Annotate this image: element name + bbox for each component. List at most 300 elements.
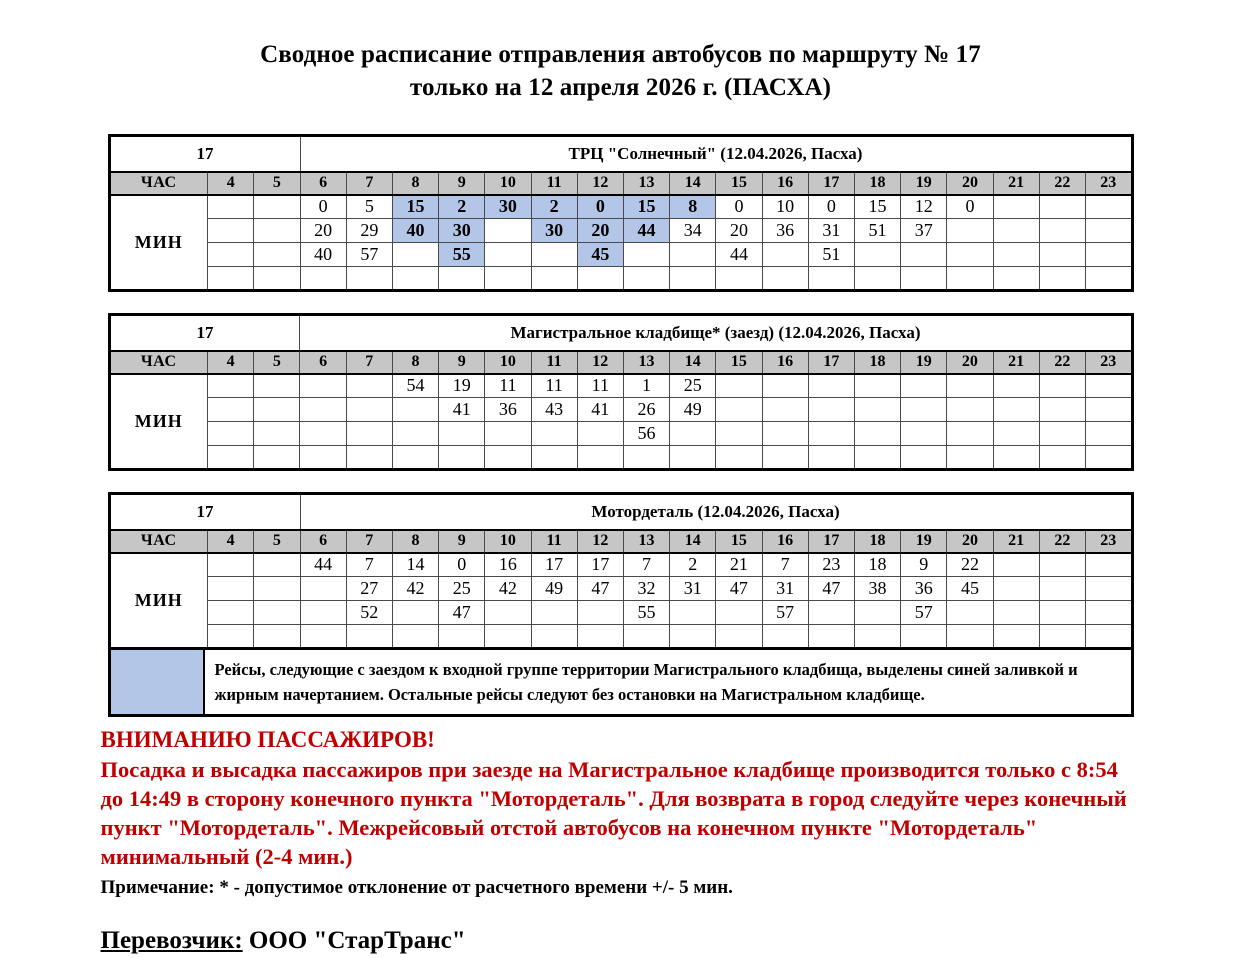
- departure-cell: [439, 267, 485, 291]
- departure-cell: [762, 446, 808, 470]
- departure-cell: [1085, 422, 1132, 446]
- carrier-label: Перевозчик:: [100, 927, 243, 954]
- table-row: [109, 243, 1132, 267]
- departure-cell: 41: [439, 398, 485, 422]
- departure-cell-cemetery-stop: 8: [670, 195, 716, 219]
- departure-cell: [993, 374, 1039, 398]
- table-row: [109, 577, 1132, 601]
- table-row: [109, 601, 1132, 625]
- departure-cell: [300, 577, 346, 601]
- departure-cell: 36: [762, 219, 808, 243]
- hour-column-header: 7: [346, 172, 392, 195]
- departure-cell: [300, 446, 346, 470]
- departure-cell: [485, 625, 531, 649]
- departure-cell: [716, 267, 762, 291]
- departure-cell: [762, 422, 808, 446]
- schedule-block-solnechny: [108, 134, 1134, 292]
- hour-column-header: 4: [208, 351, 254, 374]
- departure-cell: 11: [531, 374, 577, 398]
- route-number: 17: [109, 315, 300, 351]
- departure-cell: [623, 243, 669, 267]
- hour-column-header: 16: [762, 351, 808, 374]
- hour-column-header: 7: [346, 351, 392, 374]
- departure-cell: [392, 422, 438, 446]
- departure-cell: 52: [346, 601, 392, 625]
- departure-cell: 34: [670, 219, 716, 243]
- departure-cell: [254, 553, 300, 577]
- departure-cell: [1085, 601, 1132, 625]
- departure-cell: [577, 601, 623, 625]
- departure-cell: 49: [670, 398, 716, 422]
- departure-cell: 0: [300, 195, 346, 219]
- departure-cell: [854, 398, 900, 422]
- departure-cell: [300, 398, 346, 422]
- route-destination-title: ТРЦ "Солнечный" (12.04.2026, Пасха): [300, 136, 1132, 172]
- departure-cell-cemetery-stop: 15: [392, 195, 438, 219]
- departure-cell: [392, 601, 438, 625]
- passenger-notice: [101, 717, 1141, 957]
- departure-cell: 9: [901, 553, 947, 577]
- departure-cell: [439, 446, 485, 470]
- departure-cell: [254, 422, 300, 446]
- departure-cell: [762, 398, 808, 422]
- departure-cell: 20: [716, 219, 762, 243]
- table-row: [109, 398, 1132, 422]
- departure-cell: [577, 446, 623, 470]
- departure-cell: [392, 267, 438, 291]
- departure-cell: [1039, 625, 1085, 649]
- departure-cell: 12: [901, 195, 947, 219]
- departure-cell: [485, 267, 531, 291]
- departure-cell: [901, 625, 947, 649]
- departure-cell: 29: [346, 219, 392, 243]
- departure-cell: [670, 422, 716, 446]
- departure-cell-cemetery-stop: 15: [623, 195, 669, 219]
- hour-column-header: 19: [901, 172, 947, 195]
- departure-cell: [901, 267, 947, 291]
- departure-cell: 31: [670, 577, 716, 601]
- departure-cell-cemetery-stop: 30: [531, 219, 577, 243]
- departure-cell: [1039, 601, 1085, 625]
- departure-cell: [1085, 267, 1132, 291]
- departure-cell: [623, 446, 669, 470]
- departure-cell: [947, 267, 993, 291]
- departure-cell: [947, 601, 993, 625]
- carrier-line: [101, 903, 1141, 957]
- departure-cell-cemetery-stop: 20: [577, 219, 623, 243]
- departure-cell: 1: [623, 374, 669, 398]
- departure-cell: 17: [577, 553, 623, 577]
- hour-header-label: ЧАС: [109, 530, 208, 553]
- departure-cell: 7: [762, 553, 808, 577]
- departure-cell: [254, 601, 300, 625]
- departure-cell: 43: [531, 398, 577, 422]
- hour-column-header: 19: [901, 530, 947, 553]
- hour-column-header: 23: [1085, 530, 1132, 553]
- departure-cell: [716, 625, 762, 649]
- departure-cell: [208, 601, 254, 625]
- hour-column-header: 8: [392, 530, 438, 553]
- departure-cell: [623, 267, 669, 291]
- departure-cell: [531, 422, 577, 446]
- departure-cell: [439, 422, 485, 446]
- route-number: 17: [109, 136, 300, 172]
- departure-cell: 38: [854, 577, 900, 601]
- departure-cell: [392, 398, 438, 422]
- departure-cell: [208, 374, 254, 398]
- hour-column-header: 20: [947, 351, 993, 374]
- hour-column-header: 9: [439, 530, 485, 553]
- hour-column-header: 21: [993, 530, 1039, 553]
- departure-cell: 10: [762, 195, 808, 219]
- departure-cell: 51: [854, 219, 900, 243]
- departure-cell: [1085, 219, 1132, 243]
- departure-cell: [1039, 195, 1085, 219]
- departure-cell: [254, 219, 300, 243]
- departure-cell: [531, 243, 577, 267]
- departure-cell: [670, 601, 716, 625]
- schedule-block-motordetal: [108, 492, 1134, 650]
- departure-cell: [346, 446, 392, 470]
- departure-cell: [1039, 374, 1085, 398]
- departure-cell: [485, 601, 531, 625]
- hour-column-header: 13: [623, 530, 669, 553]
- departure-cell: [208, 243, 254, 267]
- table-row: [109, 553, 1132, 577]
- departure-cell: 27: [346, 577, 392, 601]
- departure-cell: 22: [947, 553, 993, 577]
- departure-cell: [485, 446, 531, 470]
- hour-column-header: 16: [762, 530, 808, 553]
- hour-column-header: 13: [623, 351, 669, 374]
- departure-cell: [1039, 243, 1085, 267]
- departure-cell: [1085, 577, 1132, 601]
- departure-cell: [808, 446, 854, 470]
- hour-column-header: 4: [208, 172, 254, 195]
- departure-cell-cemetery-stop: 2: [531, 195, 577, 219]
- departure-cell: [1085, 553, 1132, 577]
- departure-cell: [208, 422, 254, 446]
- hour-column-header: 14: [670, 172, 716, 195]
- departure-cell: 57: [762, 601, 808, 625]
- hour-column-header: 19: [901, 351, 947, 374]
- departure-cell: 40: [300, 243, 346, 267]
- departure-cell: 25: [670, 374, 716, 398]
- departure-cell: 0: [439, 553, 485, 577]
- departure-cell: [716, 422, 762, 446]
- hour-header-label: ЧАС: [109, 351, 208, 374]
- hour-column-header: 22: [1039, 351, 1085, 374]
- hour-column-header: 6: [300, 530, 346, 553]
- departure-cell: [808, 601, 854, 625]
- hour-column-header: 15: [716, 530, 762, 553]
- departure-cell: [947, 243, 993, 267]
- departure-cell: [993, 398, 1039, 422]
- hour-column-header: 12: [577, 530, 623, 553]
- legend-color-swatch: [111, 650, 205, 714]
- departure-cell: [346, 374, 392, 398]
- schedule-block-magistralnoe: [108, 313, 1134, 471]
- departure-cell: [716, 398, 762, 422]
- carrier-value: ООО "СтарТранс": [248, 927, 466, 954]
- departure-cell: [1039, 267, 1085, 291]
- departure-cell: [808, 267, 854, 291]
- notice-body: Посадка и высадка пассажиров при заезде на Магистральное кладбище производится только с 8:54 до 14:49 в сторону конечного пункта "Мотордеталь". Для возврата в город следуйте через конечный пункт "Мотордеталь". Межрейсовый отстой автобусов на конечном пункте "Мотордеталь" минимальный (2-4 мин.): [100, 757, 1127, 869]
- table-row: [109, 446, 1132, 470]
- departure-cell: [716, 374, 762, 398]
- departure-cell: [670, 243, 716, 267]
- departure-cell: [254, 374, 300, 398]
- departure-cell-cemetery-stop: 0: [577, 195, 623, 219]
- departure-cell: [854, 422, 900, 446]
- hour-column-header: 5: [254, 530, 300, 553]
- departure-cell: 36: [485, 398, 531, 422]
- hour-column-header: 12: [577, 172, 623, 195]
- departure-cell: [1039, 446, 1085, 470]
- page-title: [0, 0, 1241, 104]
- departure-cell: 5: [346, 195, 392, 219]
- departure-cell: [254, 267, 300, 291]
- departure-cell: 18: [854, 553, 900, 577]
- route-number: 17: [109, 494, 300, 530]
- departure-cell: [531, 267, 577, 291]
- notice-footnote: Примечание: * - допустимое отклонение от расчетного времени +/- 5 мин.: [100, 877, 733, 898]
- hour-column-header: 22: [1039, 172, 1085, 195]
- departure-cell: [1085, 374, 1132, 398]
- legend-description: Рейсы, следующие с заездом к входной группе территории Магистрального кладбища, выделены синей заливкой и жирным начертанием. Остальные рейсы следуют без остановки на Магистральном кладбище.: [214, 660, 1078, 704]
- schedule-table: [108, 492, 1134, 650]
- departure-cell: [901, 422, 947, 446]
- departure-cell: 11: [577, 374, 623, 398]
- departure-cell: [1085, 243, 1132, 267]
- departure-cell: [808, 422, 854, 446]
- hour-column-header: 17: [808, 172, 854, 195]
- departure-cell: 45: [947, 577, 993, 601]
- hour-column-header: 4: [208, 530, 254, 553]
- departure-cell: [346, 398, 392, 422]
- hour-column-header: 9: [439, 351, 485, 374]
- departure-cell: [577, 267, 623, 291]
- hour-column-header: 6: [300, 351, 346, 374]
- departure-cell: [208, 625, 254, 649]
- departure-cell: [300, 267, 346, 291]
- departure-cell: [901, 374, 947, 398]
- departure-cell: [392, 243, 438, 267]
- departure-cell: 16: [485, 553, 531, 577]
- departure-cell-cemetery-stop: 55: [439, 243, 485, 267]
- departure-cell: [901, 398, 947, 422]
- departure-cell: 37: [901, 219, 947, 243]
- departure-cell: [254, 398, 300, 422]
- departure-cell: [808, 625, 854, 649]
- table-row: [109, 422, 1132, 446]
- departure-cell: [300, 374, 346, 398]
- departure-cell: [993, 601, 1039, 625]
- departure-cell: [901, 446, 947, 470]
- departure-cell: [993, 446, 1039, 470]
- hour-column-header: 23: [1085, 172, 1132, 195]
- departure-cell: [762, 243, 808, 267]
- departure-cell: 7: [623, 553, 669, 577]
- departure-cell: [670, 267, 716, 291]
- departure-cell: [762, 267, 808, 291]
- departure-cell: [854, 243, 900, 267]
- hour-column-header: 20: [947, 172, 993, 195]
- hour-column-header: 8: [392, 351, 438, 374]
- departure-cell: 31: [808, 219, 854, 243]
- departure-cell: [993, 243, 1039, 267]
- departure-cell: 57: [346, 243, 392, 267]
- departure-cell: 47: [716, 577, 762, 601]
- hour-column-header: 8: [392, 172, 438, 195]
- departure-cell: [762, 625, 808, 649]
- hour-column-header: 22: [1039, 530, 1085, 553]
- hour-column-header: 10: [485, 530, 531, 553]
- departure-cell: 42: [392, 577, 438, 601]
- hour-column-header: 18: [854, 172, 900, 195]
- departure-cell: [1039, 398, 1085, 422]
- departure-cell: 49: [531, 577, 577, 601]
- departure-cell: [854, 374, 900, 398]
- departure-cell: [854, 625, 900, 649]
- hour-column-header: 21: [993, 172, 1039, 195]
- departure-cell: 23: [808, 553, 854, 577]
- departure-cell: [947, 625, 993, 649]
- hour-column-header: 11: [531, 351, 577, 374]
- table-row: [109, 625, 1132, 649]
- departure-cell: 44: [716, 243, 762, 267]
- departure-cell: [208, 553, 254, 577]
- departure-cell: [854, 267, 900, 291]
- departure-cell: [808, 398, 854, 422]
- departure-cell: [716, 601, 762, 625]
- departure-cell: [670, 625, 716, 649]
- departure-cell: [346, 422, 392, 446]
- hour-column-header: 16: [762, 172, 808, 195]
- table-row: [109, 267, 1132, 291]
- departure-cell: 21: [716, 553, 762, 577]
- departure-cell: 44: [300, 553, 346, 577]
- departure-cell: [208, 446, 254, 470]
- departure-cell: [993, 195, 1039, 219]
- departure-cell: [300, 422, 346, 446]
- departure-cell: [346, 267, 392, 291]
- legend-row: [108, 650, 1134, 717]
- departure-cell-cemetery-stop: 44: [623, 219, 669, 243]
- departure-cell: 0: [947, 195, 993, 219]
- departure-cell: [993, 625, 1039, 649]
- departure-cell: [993, 553, 1039, 577]
- departure-cell-cemetery-stop: 2: [439, 195, 485, 219]
- hour-column-header: 9: [439, 172, 485, 195]
- departure-cell: [670, 446, 716, 470]
- departure-cell-cemetery-stop: 30: [439, 219, 485, 243]
- hour-column-header: 18: [854, 530, 900, 553]
- departure-cell: 19: [439, 374, 485, 398]
- departure-cell: [716, 446, 762, 470]
- hour-column-header: 6: [300, 172, 346, 195]
- departure-cell: 11: [485, 374, 531, 398]
- departure-cell: 47: [439, 601, 485, 625]
- departure-cell: [901, 243, 947, 267]
- departure-cell: 41: [577, 398, 623, 422]
- departure-cell: [208, 195, 254, 219]
- departure-cell-cemetery-stop: 45: [577, 243, 623, 267]
- departure-cell: [392, 625, 438, 649]
- table-row: [109, 219, 1132, 243]
- departure-cell: 32: [623, 577, 669, 601]
- departure-cell: [808, 374, 854, 398]
- departure-cell: 0: [808, 195, 854, 219]
- minute-header-label: МИН: [109, 553, 208, 649]
- departure-cell: [993, 422, 1039, 446]
- departure-cell: [254, 446, 300, 470]
- departure-cell-cemetery-stop: 40: [392, 219, 438, 243]
- departure-cell: [762, 374, 808, 398]
- departure-cell: [254, 625, 300, 649]
- departure-cell: [854, 446, 900, 470]
- departure-cell: [300, 625, 346, 649]
- table-row: [109, 195, 1132, 219]
- hour-column-header: 18: [854, 351, 900, 374]
- departure-cell: [854, 601, 900, 625]
- hour-column-header: 11: [531, 530, 577, 553]
- schedule-table: [108, 134, 1134, 292]
- departure-cell: [1085, 398, 1132, 422]
- departure-cell-cemetery-stop: 30: [485, 195, 531, 219]
- departure-cell: [1085, 195, 1132, 219]
- departure-cell: [208, 577, 254, 601]
- table-row: [109, 374, 1132, 398]
- hour-column-header: 10: [485, 351, 531, 374]
- departure-cell: 26: [623, 398, 669, 422]
- departure-cell: 25: [439, 577, 485, 601]
- departure-cell: [208, 398, 254, 422]
- departure-cell: [623, 625, 669, 649]
- hour-column-header: 5: [254, 172, 300, 195]
- departure-cell: 14: [392, 553, 438, 577]
- departure-cell: [208, 267, 254, 291]
- hour-column-header: 17: [808, 351, 854, 374]
- hour-column-header: 10: [485, 172, 531, 195]
- minute-header-label: МИН: [109, 195, 208, 291]
- departure-cell: 2: [670, 553, 716, 577]
- departure-cell: [439, 625, 485, 649]
- departure-cell: [485, 219, 531, 243]
- departure-cell: [531, 601, 577, 625]
- departure-cell: [1039, 219, 1085, 243]
- minute-header-label: МИН: [109, 374, 208, 470]
- departure-cell: [1039, 577, 1085, 601]
- departure-cell: 47: [808, 577, 854, 601]
- departure-cell: 36: [901, 577, 947, 601]
- departure-cell: [531, 625, 577, 649]
- departure-cell: [947, 374, 993, 398]
- departure-cell: [577, 625, 623, 649]
- hour-column-header: 21: [993, 351, 1039, 374]
- schedule-table: [108, 313, 1134, 471]
- departure-cell: 0: [716, 195, 762, 219]
- hour-column-header: 15: [716, 172, 762, 195]
- departure-cell: 7: [346, 553, 392, 577]
- departure-cell: 17: [531, 553, 577, 577]
- route-destination-title: Мотордеталь (12.04.2026, Пасха): [300, 494, 1132, 530]
- departure-cell: [947, 219, 993, 243]
- departure-cell: [1085, 625, 1132, 649]
- departure-cell: [993, 219, 1039, 243]
- departure-cell: [254, 577, 300, 601]
- hour-column-header: 14: [670, 351, 716, 374]
